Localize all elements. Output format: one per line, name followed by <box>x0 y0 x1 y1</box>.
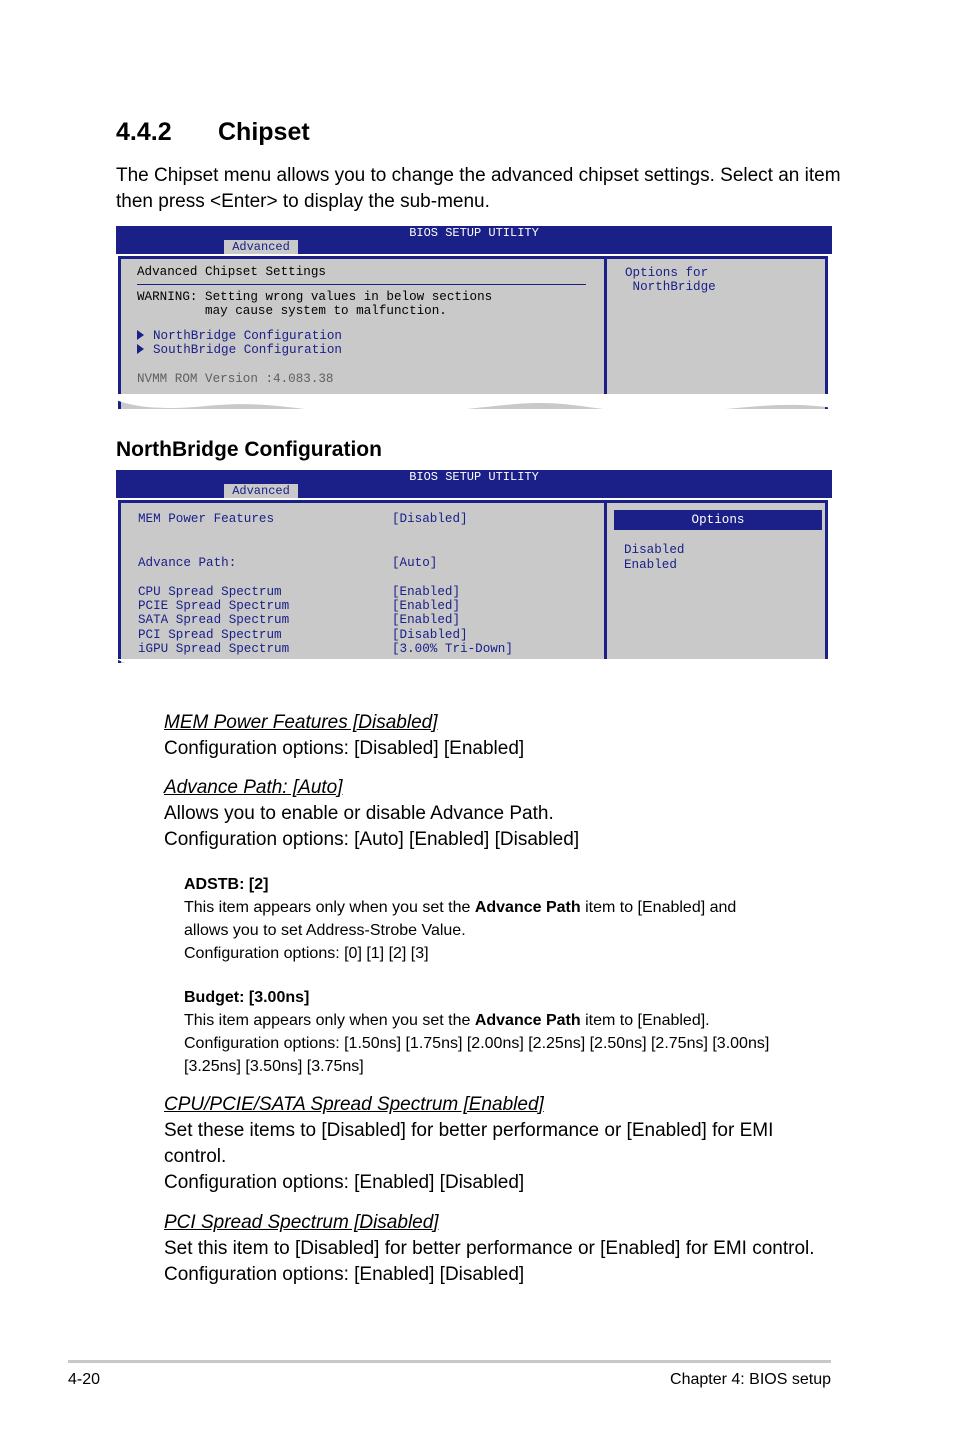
row-label-pci-spread[interactable]: PCI Spread Spectrum <box>138 628 282 642</box>
menu-item-label: NorthBridge Configuration <box>153 329 342 343</box>
text: This item appears only when you set the <box>184 899 475 916</box>
section-heading <box>116 118 310 147</box>
submenu-arrow-icon <box>137 344 144 354</box>
row-label-cpu-spread[interactable]: CPU Spread Spectrum <box>138 585 282 599</box>
row-value-igpu-spread[interactable]: [3.00% Tri-Down] <box>392 642 513 656</box>
row-value-pcie-spread[interactable]: [Enabled] <box>392 599 461 613</box>
tab-advanced[interactable]: Advanced <box>224 484 298 498</box>
page-number: 4-20 <box>68 1371 101 1388</box>
adstb-heading: ADSTB: [2] <box>184 876 269 893</box>
tab-advanced[interactable]: Advanced <box>224 240 298 254</box>
adstb-desc-2: allows you to set Address-Strobe Value. <box>184 922 466 939</box>
mem-power-options: Configuration options: [Disabled] [Enabled] <box>164 738 525 759</box>
help-text-2: NorthBridge <box>625 280 716 294</box>
chapter-label: Chapter 4: BIOS setup <box>670 1371 831 1388</box>
budget-options-2: [3.25ns] [3.50ns] [3.75ns] <box>184 1058 364 1075</box>
row-value-mem-power[interactable]: [Disabled] <box>392 512 468 526</box>
torn-edge <box>116 659 832 691</box>
mem-power-heading: MEM Power Features [Disabled] <box>164 712 438 733</box>
menu-item-southbridge[interactable] <box>137 343 342 357</box>
row-label-mem-power[interactable]: MEM Power Features <box>138 512 275 526</box>
text: This item appears only when you set the <box>184 1012 475 1029</box>
options-header: Options <box>614 510 822 530</box>
bios-screen-chipset <box>116 226 832 416</box>
option-enabled[interactable]: Enabled <box>624 558 677 572</box>
row-value-sata-spread[interactable]: [Enabled] <box>392 613 461 627</box>
option-disabled[interactable]: Disabled <box>624 543 685 557</box>
section-number: 4.4.2 <box>116 118 172 146</box>
bold-term: Advance Path <box>474 1012 581 1029</box>
footer-rule <box>68 1360 831 1363</box>
advance-path-desc: Allows you to enable or disable Advance Path. <box>164 803 554 824</box>
spread-spectrum-desc-1: Set these items to [Disabled] for better performance or [Enabled] for EMI <box>164 1120 774 1141</box>
torn-edge <box>116 394 832 418</box>
budget-desc-1 <box>184 1009 710 1032</box>
nvmm-version: NVMM ROM Version :4.083.38 <box>137 372 334 386</box>
text: item to [Enabled]. <box>580 1012 710 1029</box>
pci-spread-options: Configuration options: [Enabled] [Disabled] <box>164 1264 525 1285</box>
spread-spectrum-desc-2: control. <box>164 1146 227 1167</box>
section-title: Chipset <box>218 118 310 146</box>
row-label-advance-path[interactable]: Advance Path: <box>138 556 237 570</box>
row-label-igpu-spread[interactable]: iGPU Spread Spectrum <box>138 642 290 656</box>
pci-spread-heading: PCI Spread Spectrum [Disabled] <box>164 1212 439 1233</box>
advance-path-heading: Advance Path: [Auto] <box>164 777 343 798</box>
warning-line-1: WARNING: Setting wrong values in below sections <box>137 290 493 304</box>
row-value-pci-spread[interactable]: [Disabled] <box>392 628 468 642</box>
pci-spread-desc: Set this item to [Disabled] for better performance or [Enabled] for EMI control. <box>164 1238 815 1259</box>
adstb-options: Configuration options: [0] [1] [2] [3] <box>184 945 429 962</box>
spread-spectrum-options: Configuration options: [Enabled] [Disabled] <box>164 1172 525 1193</box>
bios-screen-northbridge <box>116 470 832 690</box>
text: item to [Enabled] and <box>580 899 737 916</box>
bios-title: BIOS SETUP UTILITY <box>409 470 539 484</box>
chipset-settings-heading: Advanced Chipset Settings <box>137 265 326 279</box>
menu-item-northbridge[interactable] <box>137 329 342 343</box>
subsection-heading: NorthBridge Configuration <box>116 438 382 461</box>
row-label-pcie-spread[interactable]: PCIE Spread Spectrum <box>138 599 290 613</box>
budget-heading: Budget: [3.00ns] <box>184 989 310 1006</box>
budget-options-1: Configuration options: [1.50ns] [1.75ns] [2.00ns] [2.25ns] [2.50ns] [2.75ns] [3.00ns] <box>184 1035 770 1052</box>
bold-term: Advance Path <box>474 899 581 916</box>
bios-title: BIOS SETUP UTILITY <box>409 226 539 240</box>
submenu-arrow-icon <box>137 330 144 340</box>
spread-spectrum-heading: CPU/PCIE/SATA Spread Spectrum [Enabled] <box>164 1094 544 1115</box>
help-text-1: Options for <box>625 266 709 280</box>
advance-path-options: Configuration options: [Auto] [Enabled] [Disabled] <box>164 829 580 850</box>
warning-line-2: may cause system to malfunction. <box>137 304 447 318</box>
heading-underline <box>137 284 586 285</box>
row-value-advance-path[interactable]: [Auto] <box>392 556 438 570</box>
row-label-sata-spread[interactable]: SATA Spread Spectrum <box>138 613 290 627</box>
row-value-cpu-spread[interactable]: [Enabled] <box>392 585 461 599</box>
adstb-desc-1 <box>184 896 736 919</box>
intro-paragraph: The Chipset menu allows you to change the advanced chipset settings. Select an item then press <Enter> to display the sub-menu. <box>116 165 841 212</box>
menu-item-label: SouthBridge Configuration <box>153 343 342 357</box>
